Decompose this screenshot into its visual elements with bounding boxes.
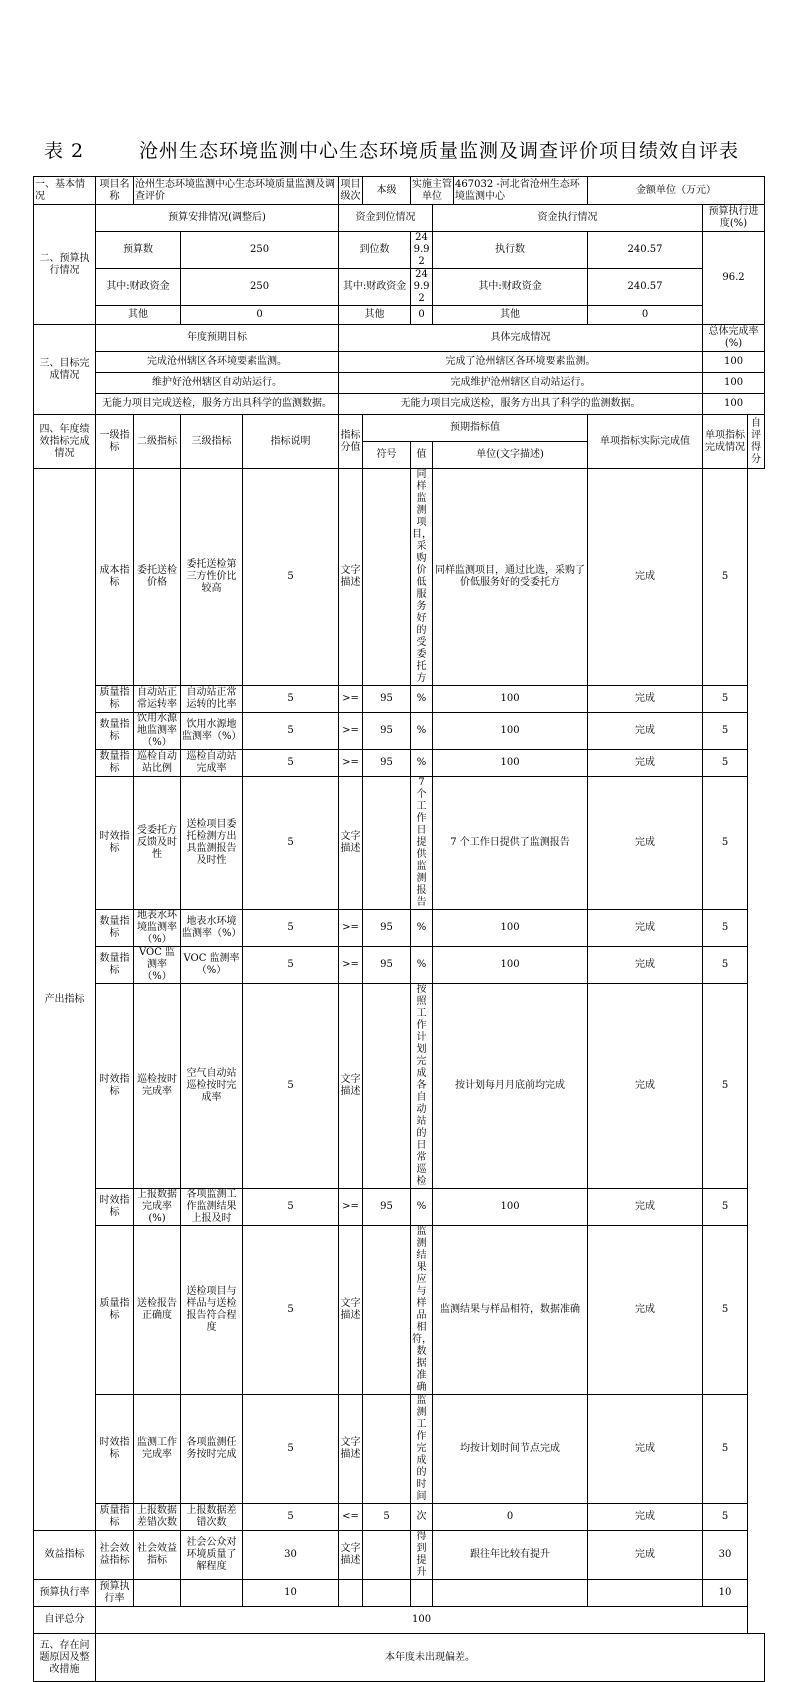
indicator-unit: % xyxy=(411,1189,433,1226)
indicator-empty xyxy=(363,1580,411,1607)
indicator-status: 完成 xyxy=(588,1189,703,1226)
indicator-l3: 巡检自动站比例 xyxy=(134,750,181,777)
indicator-row xyxy=(34,1395,765,1504)
indicator-desc: 巡检自动站完成率 xyxy=(181,750,243,777)
goal-text: 无能力项目完成送检，服务方出具科学的监测数据。 xyxy=(96,394,339,415)
budget-cell: 0 xyxy=(411,306,433,325)
indicator-unit: % xyxy=(411,910,433,947)
indicator-status: 完成 xyxy=(588,777,703,910)
indicator-actual: 100 xyxy=(433,750,588,777)
indicator-val: 5 xyxy=(363,1504,411,1531)
indicator-l2: 数量指标 xyxy=(96,910,134,947)
goal-done-text: 完成维护沧州辖区自动站运行。 xyxy=(339,373,703,394)
indicator-actual: 监测结果与样品相符，数据准确 xyxy=(433,1226,588,1395)
goal-rate: 100 xyxy=(703,352,765,373)
budget-cell: 其中:财政资金 xyxy=(339,269,411,306)
indicator-desc: 饮用水源地监测率（%） xyxy=(181,713,243,750)
budget-plan-header: 预算安排情况(调整后) xyxy=(96,205,339,232)
budget-cell: 250 xyxy=(181,232,339,269)
header-l1: 一级指标 xyxy=(96,415,134,469)
header-status: 单项指标完成情况 xyxy=(703,415,748,469)
indicator-empty xyxy=(181,1580,243,1607)
indicator-row xyxy=(34,1189,765,1226)
indicator-actual: 100 xyxy=(433,686,588,713)
indicator-sym: 文字描述 xyxy=(339,777,363,910)
goal-text: 完成沧州辖区各环境要素监测。 xyxy=(96,352,339,373)
indicator-status: 完成 xyxy=(588,1226,703,1395)
indicator-status: 完成 xyxy=(588,1531,703,1580)
indicator-unit: 得到提升 xyxy=(411,1531,433,1580)
indicator-actual: 0 xyxy=(433,1504,588,1531)
indicator-l2: 数量指标 xyxy=(96,713,134,750)
budget-cell: 240.57 xyxy=(588,269,703,306)
goals-section-label: 三、目标完成情况 xyxy=(34,325,96,415)
indicator-status: 完成 xyxy=(588,984,703,1189)
budget-row xyxy=(34,232,765,269)
indicator-empty xyxy=(433,1580,588,1607)
budget-cell: 0 xyxy=(181,306,339,325)
indicator-actual: 100 xyxy=(433,1189,588,1226)
indicator-l2: 时效指标 xyxy=(96,1395,134,1504)
indicator-score: 5 xyxy=(243,1226,339,1395)
indicator-unit: % xyxy=(411,686,433,713)
budget-cell: 0 xyxy=(588,306,703,325)
indicator-status: 完成 xyxy=(588,713,703,750)
indicator-self: 5 xyxy=(703,1189,748,1226)
indicator-unit: 监测结果应与样品相符，数据准确 xyxy=(412,1226,433,1393)
indicator-status: 完成 xyxy=(588,1395,703,1504)
indicator-actual: 100 xyxy=(433,713,588,750)
indicator-desc: VOC 监测率（%） xyxy=(181,947,243,984)
indicator-self: 10 xyxy=(703,1580,748,1607)
indicator-l3: 饮用水源地监测率（%） xyxy=(134,713,181,750)
amount-unit-label: 金额单位（万元） xyxy=(588,177,765,205)
indicator-row xyxy=(34,686,765,713)
indicator-empty xyxy=(411,1580,433,1607)
indicator-desc: 社会公众对环境质量了解程度 xyxy=(181,1531,243,1580)
indicator-status: 完成 xyxy=(588,750,703,777)
indicator-score: 5 xyxy=(243,469,339,686)
indicator-val xyxy=(363,1226,411,1395)
table-number: 表 2 xyxy=(44,140,85,162)
indicator-sym: 文字描述 xyxy=(339,1531,363,1580)
budget-cell: 其中:财政资金 xyxy=(96,269,181,306)
indicator-l3: 送检报告正确度 xyxy=(134,1226,181,1395)
goal-done-text: 无能力项目完成送检，服务方出具了科学的监测数据。 xyxy=(339,394,703,415)
indicator-empty xyxy=(588,1580,703,1607)
indicator-sym: >= xyxy=(339,713,363,750)
indicator-actual: 7 个工作日提供了监测报告 xyxy=(433,777,588,910)
indicator-row xyxy=(34,1504,765,1531)
project-name-value: 沧州生态环境监测中心生态环境质量监测及调查评价 xyxy=(134,177,339,205)
indicator-val xyxy=(363,777,411,910)
indicator-actual: 同样监测项目，通过比选，采购了价低服务好的受委托方 xyxy=(433,469,588,686)
goal-text: 维护好沧州辖区自动站运行。 xyxy=(96,373,339,394)
indicator-desc: 送检项目委托检测方出具监测报告及时性 xyxy=(181,777,243,910)
budget-cell: 249.92 xyxy=(411,232,433,269)
header-val: 值 xyxy=(411,442,433,469)
indicator-unit: 次 xyxy=(411,1504,433,1531)
indicator-self: 5 xyxy=(703,777,748,910)
budget-cell: 执行数 xyxy=(433,232,588,269)
indicator-l3: 社会效益指标 xyxy=(134,1531,181,1580)
goal-row xyxy=(34,394,765,415)
indicator-val: 95 xyxy=(363,947,411,984)
indicator-self: 30 xyxy=(703,1531,748,1580)
header-actual: 单项指标实际完成值 xyxy=(588,415,703,469)
indicator-actual: 均按计划时间节点完成 xyxy=(433,1395,588,1504)
indicator-l2: 预算执行率 xyxy=(96,1580,134,1607)
indicator-sym: 文字描述 xyxy=(339,1395,363,1504)
indicator-sym: >= xyxy=(339,1189,363,1226)
output-label: 产出指标 xyxy=(34,469,96,1531)
indicator-val xyxy=(363,1531,411,1580)
indicator-sym: 文字描述 xyxy=(339,469,363,686)
evaluation-table xyxy=(33,176,765,1682)
indicator-score: 5 xyxy=(243,777,339,910)
indicator-l2: 数量指标 xyxy=(96,750,134,777)
goals-header-row xyxy=(34,325,765,352)
indicator-val: 95 xyxy=(363,686,411,713)
header-l2: 二级指标 xyxy=(134,415,181,469)
indicator-l2: 成本指标 xyxy=(96,469,134,686)
indicator-self: 5 xyxy=(703,1504,748,1531)
budget-exec-header: 资金执行情况 xyxy=(433,205,703,232)
header-unit: 单位(文字描述) xyxy=(433,442,588,469)
indicator-score: 5 xyxy=(243,750,339,777)
indicator-header-row xyxy=(34,415,765,442)
goals-goal-header: 年度预期目标 xyxy=(96,325,339,352)
indicator-desc: 空气自动站巡检按时完成率 xyxy=(181,984,243,1189)
indicator-empty xyxy=(339,1580,363,1607)
indicator-l2: 时效指标 xyxy=(96,777,134,910)
indicator-score: 5 xyxy=(243,947,339,984)
indicator-row xyxy=(34,984,765,1189)
indicator-status: 完成 xyxy=(588,469,703,686)
indicator-score: 5 xyxy=(243,1189,339,1226)
indicator-l3: 受委托方反馈及时性 xyxy=(134,777,181,910)
goal-done-text: 完成了沧州辖区各环境要素监测。 xyxy=(339,352,703,373)
budget-cell: 240.57 xyxy=(588,232,703,269)
project-level-value: 本级 xyxy=(363,177,411,205)
indicator-self: 5 xyxy=(703,1226,748,1395)
indicator-score: 5 xyxy=(243,910,339,947)
indicator-l3: VOC 监测率（%） xyxy=(134,947,181,984)
budget-progress-header: 预算执行进度(%) xyxy=(703,205,765,232)
project-level-label: 项目级次 xyxy=(339,177,363,205)
indicator-sym: 文字描述 xyxy=(339,1226,363,1395)
page-title xyxy=(44,136,764,162)
indicator-score: 5 xyxy=(243,1395,339,1504)
indicator-l3: 委托送检价格 xyxy=(134,469,181,686)
indicator-row xyxy=(34,469,765,686)
indicator-sym: >= xyxy=(339,686,363,713)
budget-cell: 预算数 xyxy=(96,232,181,269)
budget-cell: 249.92 xyxy=(411,269,433,306)
indicator-score: 5 xyxy=(243,686,339,713)
budget-progress-value: 96.2 xyxy=(703,232,765,325)
budget-arrive-header: 资金到位情况 xyxy=(339,205,433,232)
indicator-unit: 同样监测项目，采购价低服务好的受委托方 xyxy=(412,469,433,684)
indicator-desc: 各项监测任务按时完成 xyxy=(181,1395,243,1504)
budget-cell: 其他 xyxy=(339,306,411,325)
indicator-self: 5 xyxy=(703,910,748,947)
issues-text: 本年度未出现偏差。 xyxy=(96,1634,765,1682)
indicator-l3: 巡检按时完成率 xyxy=(134,984,181,1189)
indicator-desc: 地表水环境监测率（%） xyxy=(181,910,243,947)
header-expected: 预期指标值 xyxy=(363,415,588,442)
budget-rate-row xyxy=(34,1580,765,1607)
indicator-l2: 社会效益指标 xyxy=(96,1531,134,1580)
budget-row xyxy=(34,306,765,325)
indicator-status: 完成 xyxy=(588,686,703,713)
issues-section-label: 五、存在问题原因及整改措施 xyxy=(34,1634,96,1682)
header-self: 自评得分 xyxy=(748,415,765,469)
indicator-l2: 质量指标 xyxy=(96,1226,134,1395)
budget-header-row xyxy=(34,205,765,232)
budget-cell: 其中:财政资金 xyxy=(433,269,588,306)
issues-row xyxy=(34,1634,765,1682)
budget-cell: 到位数 xyxy=(339,232,411,269)
table-title: 沧州生态环境监测中心生态环境质量监测及调查评价项目绩效自评表 xyxy=(139,140,740,162)
indicator-unit: % xyxy=(411,713,433,750)
indicator-empty xyxy=(134,1580,181,1607)
header-score: 指标分值 xyxy=(339,415,363,469)
indicator-val xyxy=(363,469,411,686)
goal-row xyxy=(34,373,765,394)
total-row xyxy=(34,1607,765,1634)
indicator-sym: >= xyxy=(339,947,363,984)
indicator-status: 完成 xyxy=(588,1504,703,1531)
indicator-desc: 上报数据差错次数 xyxy=(181,1504,243,1531)
indicator-sym: >= xyxy=(339,750,363,777)
basic-section-label: 一、基本情况 xyxy=(34,177,96,205)
indicator-unit: % xyxy=(411,947,433,984)
indicator-self: 5 xyxy=(703,686,748,713)
indicator-sym: >= xyxy=(339,910,363,947)
goals-rate-header: 总体完成率(%) xyxy=(703,325,765,352)
indicator-self: 5 xyxy=(703,1395,748,1504)
budget-row xyxy=(34,269,765,306)
header-sym: 符号 xyxy=(363,442,411,469)
indicator-desc: 委托送检第三方性价比较高 xyxy=(181,469,243,686)
indicator-row xyxy=(34,713,765,750)
indicator-self: 5 xyxy=(703,984,748,1189)
goal-rate: 100 xyxy=(703,373,765,394)
indicator-status: 完成 xyxy=(588,947,703,984)
budget-rate-label: 预算执行率 xyxy=(34,1580,96,1607)
goal-rate: 100 xyxy=(703,394,765,415)
budget-cell: 其他 xyxy=(96,306,181,325)
goal-row xyxy=(34,352,765,373)
indicator-val xyxy=(363,984,411,1189)
indicator-l3: 自动站正常运转率 xyxy=(134,686,181,713)
indicator-l2: 质量指标 xyxy=(96,686,134,713)
indicator-row xyxy=(34,910,765,947)
benefit-row xyxy=(34,1531,765,1580)
indicator-unit: 监测工作完成的时间 xyxy=(411,1395,433,1504)
indicator-status: 完成 xyxy=(588,910,703,947)
indicator-unit: 7 个工作日提供监测报告 xyxy=(411,777,433,910)
header-desc: 指标说明 xyxy=(243,415,339,469)
indicator-l3: 地表水环境监测率（%） xyxy=(134,910,181,947)
indicator-actual: 按计划每月月底前均完成 xyxy=(433,984,588,1189)
indicator-desc: 自动站正常运转的比率 xyxy=(181,686,243,713)
indicator-l3: 上报数据差错次数 xyxy=(134,1504,181,1531)
indicator-row xyxy=(34,750,765,777)
budget-section-label: 二、预算执行情况 xyxy=(34,205,96,325)
indicator-unit: 按照工作计划完成各自动站的日常巡检 xyxy=(411,984,433,1189)
indicator-l2: 时效指标 xyxy=(96,1189,134,1226)
indicator-val: 95 xyxy=(363,1189,411,1226)
indicator-self: 5 xyxy=(703,469,748,686)
indicator-val: 95 xyxy=(363,910,411,947)
indicator-l2: 数量指标 xyxy=(96,947,134,984)
indicator-desc: 各项监测工作监测结果上报及时 xyxy=(181,1189,243,1226)
budget-cell: 250 xyxy=(181,269,339,306)
indicator-val: 95 xyxy=(363,713,411,750)
total-label: 自评总分 xyxy=(34,1607,96,1634)
indicator-sym: 文字描述 xyxy=(339,984,363,1189)
indicator-actual: 100 xyxy=(433,910,588,947)
indicator-score: 5 xyxy=(243,713,339,750)
indicator-self: 5 xyxy=(703,713,748,750)
total-value: 100 xyxy=(96,1607,748,1634)
indicator-row xyxy=(34,1226,765,1395)
indicator-val: 95 xyxy=(363,750,411,777)
indicator-unit: % xyxy=(411,750,433,777)
indicator-row xyxy=(34,777,765,910)
indicator-score: 5 xyxy=(243,984,339,1189)
indicators-section-label: 四、年度绩效指标完成情况 xyxy=(34,415,96,469)
basic-row xyxy=(34,177,765,205)
unit-value: 467032 -河北省沧州生态环境监测中心 xyxy=(455,178,580,202)
indicator-score: 10 xyxy=(243,1580,339,1607)
unit-label: 实施主管单位 xyxy=(411,177,454,204)
indicator-self: 5 xyxy=(703,947,748,984)
indicator-desc: 送检项目与样品与送检报告符合程度 xyxy=(181,1226,243,1395)
indicator-score: 5 xyxy=(243,1504,339,1531)
header-l3: 三级指标 xyxy=(181,415,243,469)
indicator-l2: 质量指标 xyxy=(96,1504,134,1531)
project-name-label: 项目名称 xyxy=(96,177,134,205)
goals-done-header: 具体完成情况 xyxy=(339,325,703,352)
indicator-score: 30 xyxy=(243,1531,339,1580)
indicator-l2: 时效指标 xyxy=(96,984,134,1189)
indicator-self: 5 xyxy=(703,750,748,777)
indicator-actual: 100 xyxy=(433,947,588,984)
indicator-actual: 跟往年比较有提升 xyxy=(433,1531,588,1580)
indicator-val xyxy=(363,1395,411,1504)
budget-cell: 其他 xyxy=(433,306,588,325)
benefit-label: 效益指标 xyxy=(34,1531,96,1580)
indicator-l3: 上报数据完成率(%) xyxy=(134,1189,181,1226)
indicator-sym: <= xyxy=(339,1504,363,1531)
indicator-l3: 监测工作完成率 xyxy=(134,1395,181,1504)
indicator-row xyxy=(34,947,765,984)
